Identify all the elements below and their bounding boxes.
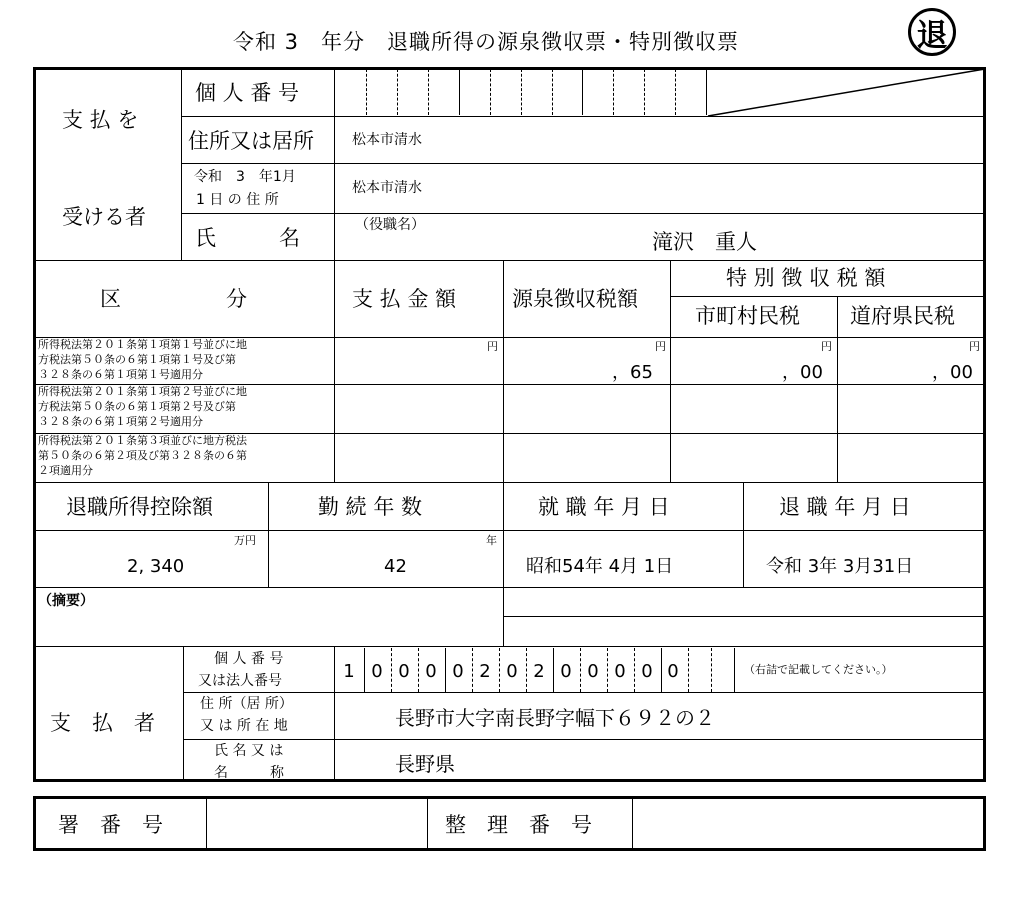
office-number-label: 署 番 号 xyxy=(58,813,163,837)
payer-name-label-1: 氏 名 又 は xyxy=(214,743,284,759)
corp-number-label-2: 又は法人番号 xyxy=(198,673,282,689)
remarks-label: （摘要） xyxy=(38,593,94,609)
jan1-label-line1: 令和 3 年1月 xyxy=(194,169,296,185)
address-value: 松本市清水 xyxy=(352,132,422,148)
name-label: 氏 名 xyxy=(195,226,300,250)
corp-number-digit: 0 xyxy=(587,661,599,682)
reference-number-label: 整 理 番 号 xyxy=(445,813,592,837)
payer-label: 支 払 者 xyxy=(50,711,155,735)
corp-number-digit: 0 xyxy=(371,661,383,682)
payer-address-value: 長野市大字南長野字幅下６９２の２ xyxy=(395,706,715,730)
corp-number-digit: 2 xyxy=(533,661,545,682)
deduction-label: 退職所得控除額 xyxy=(66,495,213,519)
row2-label-line1: 所得税法第２０１条第１項第２号並びに地 xyxy=(38,385,247,398)
row1-prefectural-value: ，00 xyxy=(932,362,973,383)
prefectural-tax-header: 道府県民税 xyxy=(850,304,955,328)
jan1-address-value: 松本市清水 xyxy=(352,180,422,196)
row1-withholding-value: ，65 xyxy=(612,362,653,383)
recipient-label-1: 支 払 を xyxy=(62,108,139,132)
payer-name-value: 長野県 xyxy=(395,752,455,776)
municipal-tax-header: 市町村民税 xyxy=(695,304,800,328)
recipient-name-value: 滝沢 重人 xyxy=(652,230,757,254)
retirement-date-value: 令和 3年 3月31日 xyxy=(766,556,914,577)
corp-number-digit: 0 xyxy=(425,661,437,682)
withholding-unit: 円 xyxy=(655,340,666,353)
row1-municipal-value: ，00 xyxy=(782,362,823,383)
payment-amount-header: 支 払 金 額 xyxy=(352,287,457,311)
municipal-unit: 円 xyxy=(821,340,832,353)
job-title-note: （役職名） xyxy=(355,217,425,233)
years-unit: 年 xyxy=(486,534,497,547)
hire-date-value: 昭和54年 4月 1日 xyxy=(526,556,674,577)
corp-number-digit: 0 xyxy=(614,661,626,682)
corp-number-digit: 2 xyxy=(479,661,491,682)
kubun-header: 区 分 xyxy=(100,287,247,311)
withholding-tax-header: 源泉徴収税額 xyxy=(512,287,638,311)
row1-label-line1: 所得税法第２０１条第１項第１号並びに地 xyxy=(38,338,247,351)
payment-unit: 円 xyxy=(487,340,498,353)
corp-number-digit: 1 xyxy=(343,661,355,682)
deduction-value: 2, 340 xyxy=(127,556,185,577)
years-value: 42 xyxy=(384,556,407,577)
payer-address-label-1: 住 所（居 所） xyxy=(200,696,293,712)
payer-address-label-2: 又 は 所 在 地 xyxy=(200,718,288,734)
row1-label-line3: ３２８条の６第１項第１号適用分 xyxy=(38,368,203,381)
corp-number-digit: 0 xyxy=(506,661,518,682)
years-of-service-label: 勤 続 年 数 xyxy=(318,495,423,519)
corp-number-digit: 0 xyxy=(452,661,464,682)
corp-number-digit: 0 xyxy=(398,661,410,682)
row3-label-line1: 所得税法第２０１条第３項並びに地方税法 xyxy=(38,434,247,447)
row3-label-line3: ２項適用分 xyxy=(38,464,93,477)
corp-number-digit: 0 xyxy=(641,661,653,682)
prefectural-unit: 円 xyxy=(969,340,980,353)
document-title: 令和 3 年分 退職所得の源泉徴収票・特別徴収票 xyxy=(233,30,740,54)
deduction-unit: 万円 xyxy=(234,534,256,547)
jan1-label-line2: 1 日 の 住 所 xyxy=(196,192,279,208)
corp-number-digit: 0 xyxy=(560,661,572,682)
corp-number-label-1: 個 人 番 号 xyxy=(214,651,284,667)
my-number-label: 個 人 番 号 xyxy=(195,81,300,105)
recipient-label-2: 受ける者 xyxy=(62,205,146,229)
row1-label-line2: 方税法第５０条の６第１項第１号及び第 xyxy=(38,353,236,366)
payer-name-label-2: 名 称 xyxy=(214,765,284,781)
row2-label-line2: 方税法第５０条の６第１項第２号及び第 xyxy=(38,400,236,413)
row3-label-line2: 第５０条の６第２項及び第３２８条の６第 xyxy=(38,449,247,462)
corp-number-digit: 0 xyxy=(667,661,679,682)
retirement-date-label: 退 職 年 月 日 xyxy=(779,495,911,519)
diagonal-strike xyxy=(706,67,986,117)
address-label: 住所又は居所 xyxy=(188,129,314,153)
corp-number-note: （右詰で記載してください。） xyxy=(744,663,893,676)
row2-label-line3: ３２８条の６第１項第２号適用分 xyxy=(38,415,203,428)
hire-date-label: 就 職 年 月 日 xyxy=(538,495,670,519)
retirement-stamp: 退 xyxy=(908,8,956,56)
special-collection-header: 特 別 徴 収 税 額 xyxy=(726,266,886,290)
